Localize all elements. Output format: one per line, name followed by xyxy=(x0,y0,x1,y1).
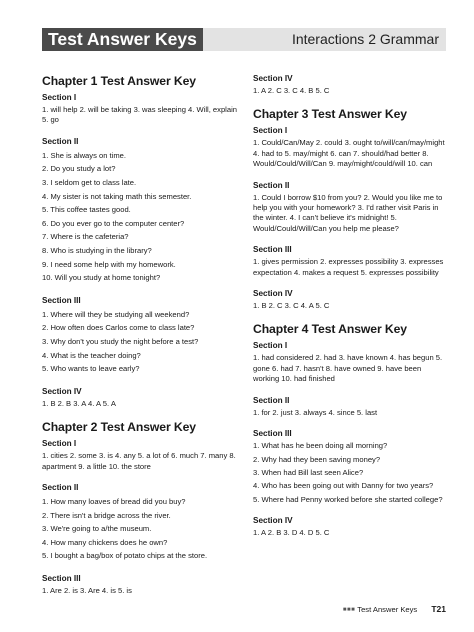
ch1-section-4-answers: 1. B 2. B 3. A 4. A 5. A xyxy=(42,398,116,408)
list-item: 10. Will you study at home tonight? xyxy=(42,273,161,283)
list-item: 2. Why had they been saving money? xyxy=(253,454,381,464)
header-title: Test Answer Keys xyxy=(42,28,203,51)
list-item: 1. She is always on time. xyxy=(42,150,126,160)
ch3-section-3-answers: 1. gives permission 2. expresses possibility 3. expresses expectation 4. makes a request 5. expresses possibility xyxy=(253,257,444,277)
ch4-section-2-title: Section II xyxy=(253,395,290,405)
footer-label: Test Answer Keys xyxy=(357,605,418,614)
list-item: 5. I bought a bag/box of potato chips at the store. xyxy=(42,551,208,561)
list-item: 4. Who has been going out with Danny for two years? xyxy=(253,481,434,491)
left-column xyxy=(42,74,242,607)
ch3-section-1-title: Section I xyxy=(253,126,288,136)
list-item: 9. I need some help with my homework. xyxy=(42,259,176,269)
ch3-section-4-answers: 1. B 2. C 3. C 4. A 5. C xyxy=(253,301,330,311)
ch3-section-4-title: Section IV xyxy=(253,289,293,299)
ch1-section-2-list xyxy=(42,149,242,285)
ch2-section-4-answers: 1. A 2. C 3. C 4. B 5. C xyxy=(253,86,330,95)
list-item: 5. Where had Penny worked before she started college? xyxy=(253,494,443,504)
chapter-1-title: Chapter 1 Test Answer Key xyxy=(42,74,196,88)
list-item: 3. We're going to a/the museum. xyxy=(42,524,152,534)
list-item: 3. I seldom get to class late. xyxy=(42,178,137,187)
ch2-section-1-title: Section I xyxy=(42,439,77,449)
list-item: 6. Do you ever go to the computer center? xyxy=(42,218,185,228)
list-item: 5. Who wants to leave early? xyxy=(42,364,140,374)
ch1-section-3-title: Section III xyxy=(42,295,81,305)
ch4-section-4-answers: 1. A 2. B 3. D 4. D 5. C xyxy=(253,528,330,538)
ch3-section-3-title: Section III xyxy=(253,245,292,255)
chapter-4-title: Chapter 4 Test Answer Key xyxy=(253,322,407,337)
page-header xyxy=(42,28,446,51)
header-subtitle: Interactions 2 Grammar xyxy=(291,31,439,47)
ch4-section-1-answers: 1. had considered 2. had 3. have known 4. has begun 5. gone 6. had 7. hasn't 8. have owned 9. have been working 10. had finished xyxy=(253,353,443,384)
ch4-section-1-title: Section I xyxy=(253,341,288,351)
list-item: 4. How many chickens does he own? xyxy=(42,537,168,547)
ch1-section-1-title: Section I xyxy=(42,93,77,102)
ch3-section-2-answers: 1. Could I borrow $10 from you? 2. Would you like me to help you with your homework? 3. I'd rather visit Paris in the winter. 4. I can't believe it's midnight! 5. Would/Could/Will/Can you help me please? xyxy=(253,192,443,233)
ch2-section-2-title: Section II xyxy=(42,482,79,492)
list-item: 7. Where is the cafeteria? xyxy=(42,232,129,242)
ch4-section-4-title: Section IV xyxy=(253,516,293,526)
ch1-section-1-answers: 1. will help 2. will be taking 3. was sleeping 4. Will, explain 5. go xyxy=(42,105,238,125)
ch1-section-4-title: Section IV xyxy=(42,386,82,396)
footer-marks: ■■■ xyxy=(342,607,356,613)
list-item: 2. Do you study a lot? xyxy=(42,164,116,174)
list-item: 3. When had Bill last seen Alice? xyxy=(253,467,364,477)
list-item: 3. Why don't you study the night before a test? xyxy=(42,336,199,346)
ch1-section-3-list xyxy=(42,308,242,376)
list-item: 1. How many loaves of bread did you buy? xyxy=(42,496,186,506)
ch2-section-2-list xyxy=(42,495,242,563)
list-item: 2. There isn't a bridge across the river. xyxy=(42,510,171,520)
page-footer xyxy=(343,604,446,614)
ch2-section-4-title: Section IV xyxy=(253,74,293,83)
list-item: 4. My sister is not taking math this semester. xyxy=(42,191,192,201)
ch4-section-3-title: Section III xyxy=(253,429,292,439)
ch2-section-1-answers: 1. cities 2. some 3. is 4. any 5. a lot of 6. much 7. many 8. apartment 9. a little 10. the store xyxy=(42,451,236,471)
list-item: 1. What has he been doing all morning? xyxy=(253,441,388,451)
ch2-section-3-answers: 1. Are 2. is 3. Are 4. is 5. is xyxy=(42,585,132,595)
right-column xyxy=(253,74,449,550)
list-item: 1. Where will they be studying all weekend? xyxy=(42,309,190,319)
ch3-section-1-answers: 1. Could/Can/May 2. could 3. ought to/will/can/may/might 4. had to 5. may/might 6. can 7. should/had better 8. Would/Could/Will/Can 9. may/might/could/will 10. can xyxy=(253,138,445,169)
ch2-section-3-title: Section III xyxy=(42,573,81,583)
list-item: 4. What is the teacher doing? xyxy=(42,350,141,360)
ch3-section-2-title: Section II xyxy=(253,180,290,190)
list-item: 2. How often does Carlos come to class late? xyxy=(42,323,195,333)
list-item: 8. Who is studying in the library? xyxy=(42,245,152,255)
ch4-section-2-answers: 1. for 2. just 3. always 4. since 5. last xyxy=(253,407,378,417)
chapter-3-title: Chapter 3 Test Answer Key xyxy=(253,107,407,122)
chapter-2-title: Chapter 2 Test Answer Key xyxy=(42,420,196,435)
ch1-section-2-title: Section II xyxy=(42,136,79,146)
ch4-section-3-list xyxy=(253,441,449,505)
list-item: 5. This coffee tastes good. xyxy=(42,205,131,215)
page-number: T21 xyxy=(431,604,446,614)
